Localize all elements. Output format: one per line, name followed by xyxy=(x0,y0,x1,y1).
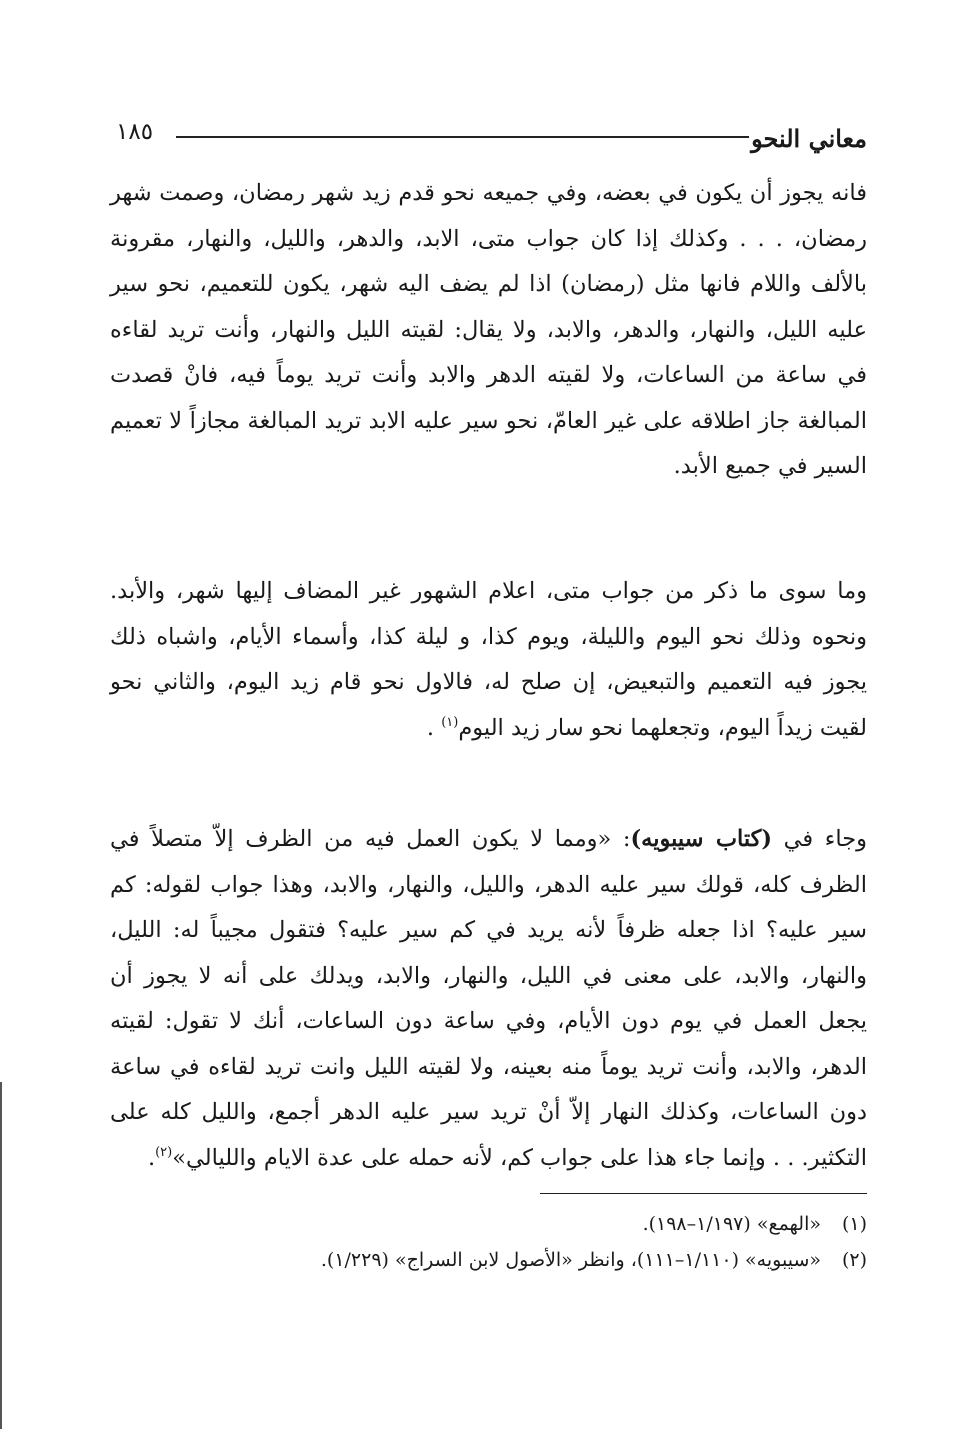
header-rule xyxy=(176,136,749,138)
paragraph-3-content xyxy=(110,817,867,1181)
paragraph-3-tail: . xyxy=(147,1144,156,1171)
page-edge-mark xyxy=(0,1082,2,1429)
page-number: ١٨٥ xyxy=(116,119,154,145)
paragraph-2-tail: . xyxy=(426,714,442,741)
paragraph-2-text: وما سوى ما ذكر من جواب متى، اعلام الشهور غير المضاف إليها شهر، والأبد. ونحوه وذلك نحو اليوم والليلة، ويوم كذا، و ليلة كذا، وأسماء الأيام، واشباه ذلك يجوز فيه التعميم والتبعيض، إن صلح له، فالاول نحو قام زيد اليوم، والثاني نحو لقيت زيداً اليوم، وتجعلهما نحو سار زيد اليوم xyxy=(110,578,867,741)
running-header xyxy=(110,112,867,156)
paragraph-1-text: فانه يجوز أن يكون في بعضه، وفي جميعه نحو قدم زيد شهر رمضان، وصمت شهر رمضان، . . . وكذلك إذا كان جواب متى، الابد، والدهر، والليل، والنهار، مقرونة بالألف واللام فانها مثل (رمضان) اذا لم يضف اليه شهر، يكون للتعميم، نحو سير عليه الليل، والنهار، والدهر، والابد، ولا يقال: لقيته الليل والنهار، وأنت تريد لقاءه في ساعة من الساعات، ولا لقيته الدهر والابد وأنت تريد يوماً فيه، فانْ قصدت المبالغة جاز اطلاقه على غير العامّ، نحو سير عليه الابد تريد المبالغة مجازاً لا تعميم السير في جميع الأبد. xyxy=(110,180,867,479)
footnote-2 xyxy=(110,1242,867,1278)
paragraph-3-text: : «ومما لا يكون العمل فيه من الظرف إلاّ متصلاً في الظرف كله، قولك سير عليه الدهر، والليل، والنهار، والابد، وهذا جواب لقوله: كم سير عليه؟ اذا جعله ظرفاً لأنه يريد في كم سير عليه؟ فتقول مجيباً له: الليل، والنهار، والابد، على معنى في الليل، والنهار، والابد، ويدلك على أنه لا يجوز أن يجعل العمل في يوم دون الأيام، وفي ساعة دون الساعات، أنك لا تقول: لقيته الدهر، والابد، وأنت تريد يوماً منه بعينه، ولا لقيته الليل وانت تريد لقاءه في ساعة دون الساعات، وكذلك النهار إلاّ أنْ تريد سير عليه الدهر أجمع، والليل كله على التكثير. . . وإنما جاء هذا على جواب كم، لأنه حمله على عدة الايام والليالي» xyxy=(110,826,867,1171)
paragraph-2 xyxy=(110,569,867,751)
paragraph-2-content xyxy=(110,569,867,751)
footnote-ref-2[interactable]: (٢) xyxy=(155,1144,173,1160)
chapter-title: معاني النحو xyxy=(751,124,867,153)
footnotes xyxy=(110,1206,867,1278)
footnote-text: «الهمع» (١/١٩٧–١٩٨). xyxy=(642,1213,821,1235)
footnote-text: «سيبويه» (١/١١٠–١١١)، وانظر «الأصول لابن السراج» (١/٢٢٩). xyxy=(320,1249,821,1271)
paragraph-1 xyxy=(110,171,867,490)
book-title: (كتاب سيبويه) xyxy=(630,826,773,852)
paragraph-3 xyxy=(110,817,867,1181)
footnote-number: (٢) xyxy=(841,1249,867,1271)
footnote-number: (١) xyxy=(841,1213,867,1235)
footnote-rule xyxy=(540,1193,867,1194)
footnote-ref-1[interactable]: (١) xyxy=(441,714,459,730)
footnote-1 xyxy=(110,1206,867,1242)
paragraph-3-lead: وجاء في xyxy=(772,826,867,852)
